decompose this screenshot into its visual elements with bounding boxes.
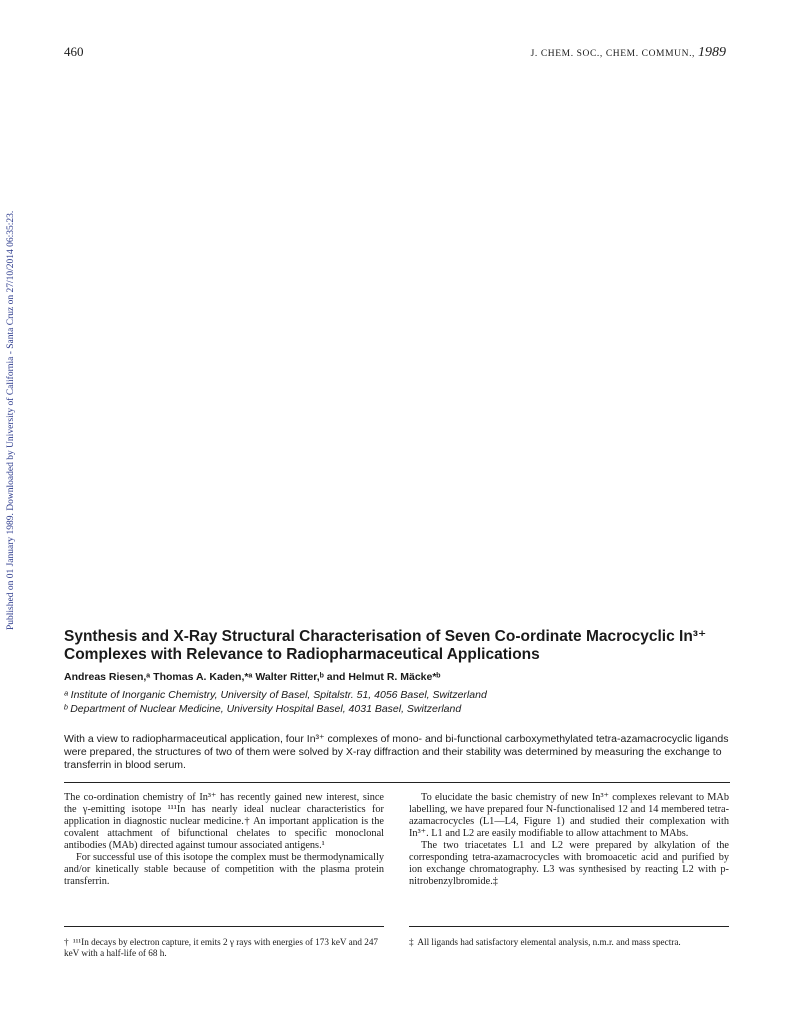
- footnote-mark: †: [64, 937, 69, 947]
- author-list: Andreas Riesen,ᵃ Thomas A. Kaden,*ᵃ Walter Ritter,ᵇ and Helmut R. Mäcke*ᵇ: [64, 671, 441, 683]
- footnote-divider-right: [409, 926, 729, 927]
- body-column-left: [64, 792, 384, 888]
- footnote-double-dagger: [409, 937, 731, 948]
- abstract: With a view to radiopharmaceutical application, four In³⁺ complexes of mono- and bi-functional carboxymethylated tetra-azamacrocyclic ligands were prepared, the structures of two of them were solved by X-ray diffraction and their stability was determined by measuring the exchange to transferrin in blood serum.: [64, 733, 729, 771]
- footnote-mark: ‡: [409, 937, 414, 947]
- paragraph: The two triacetates L1 and L2 were prepared by alkylation of the corresponding tetra-azamacrocycles with bromoacetic acid and purified by ion exchange chromatography. L3 was synthesised by reacting L2 with p-nitrobenzylbromide.‡: [409, 840, 729, 887]
- footnote-divider-left: [64, 926, 384, 927]
- footnote-dagger: [64, 937, 386, 959]
- running-head: [531, 45, 726, 61]
- abstract-divider: [64, 782, 730, 783]
- footnote-text: All ligands had satisfactory elemental analysis, n.m.r. and mass spectra.: [417, 937, 681, 947]
- download-watermark: [2, 160, 20, 640]
- journal-name: J. CHEM. SOC., CHEM. COMMUN.,: [530, 49, 698, 59]
- footnote-text: ¹¹¹In decays by electron capture, it emits 2 γ rays with energies of 173 keV and 247 keV with a half-life of 68 h.: [64, 937, 379, 958]
- paragraph: For successful use of this isotope the complex must be thermodynamically and/or kinetically stable because of competition with the plasma protein transferrin.: [64, 852, 384, 887]
- paragraph: To elucidate the basic chemistry of new In³⁺ complexes relevant to MAb labelling, we have prepared four N-functionalised 12 and 14 membered tetra-azamacrocycles (L1—L4, Figure 1) and studied their complexation with In³⁺. L1 and L2 are easily modifiable to allow attachment to MAbs.: [409, 792, 729, 839]
- affiliation-a: ᵃ Institute of Inorganic Chemistry, University of Basel, Spitalstr. 51, 4056 Basel, Switzerland: [64, 689, 487, 701]
- paragraph: The co-ordination chemistry of In³⁺ has recently gained new interest, since the γ-emitting isotope ¹¹¹In has nearly ideal nuclear characteristics for application in diagnostic nuclear medicine.† An important application is the covalent attachment of bifunctional chelates to specific monoclonal antibodies (MAb) directed against tumour associated antigens.¹: [64, 792, 384, 851]
- download-watermark-text[interactable]: Published on 01 January 1989. Downloaded by University of California - Santa Cruz on 27/10/2014 06:35:23.: [6, 210, 16, 630]
- page-number: 460: [64, 44, 84, 59]
- article-title: Synthesis and X-Ray Structural Characterisation of Seven Co-ordinate Macrocyclic In³⁺ Complexes with Relevance to Radiopharmaceutical Applications: [64, 628, 707, 663]
- body-column-right: [409, 792, 729, 888]
- affiliation-b: ᵇ Department of Nuclear Medicine, University Hospital Basel, 4031 Basel, Switzerland: [64, 703, 462, 715]
- journal-year: 1989: [698, 45, 726, 60]
